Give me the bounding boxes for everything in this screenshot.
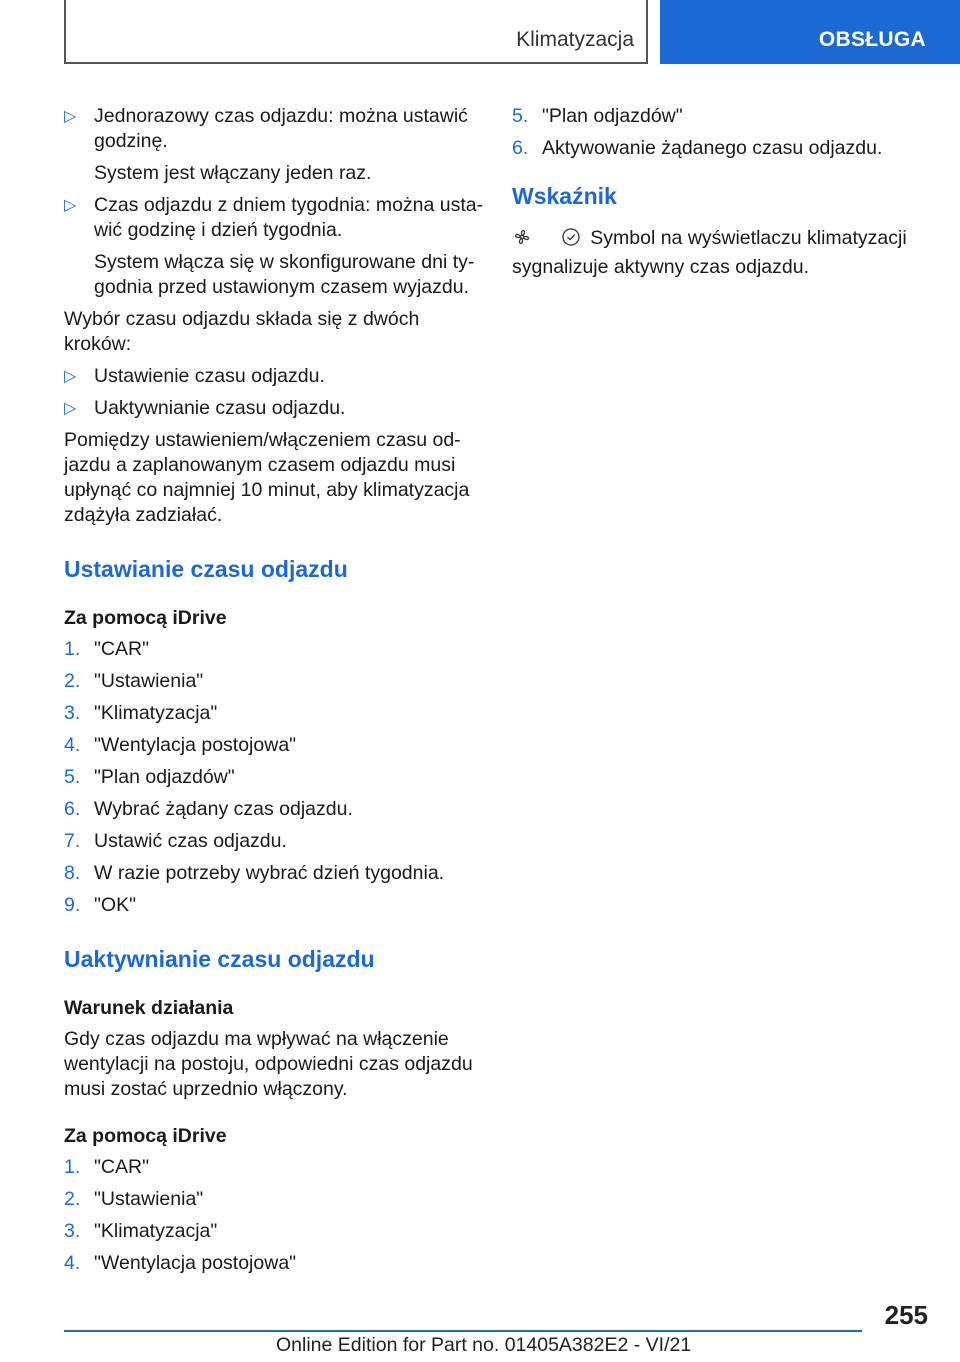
list-item	[64, 1187, 484, 1212]
list-item-number: 8.	[64, 862, 81, 884]
clock-check-icon	[561, 227, 581, 254]
list-item-number: 1.	[64, 638, 81, 660]
list-item-text: "Klimatyzacja"	[94, 702, 218, 724]
edition-text: Online Edition for Part no. 01405A382E2 - VI/21	[276, 1334, 692, 1356]
indicator-description: Symbol na wyświetlaczu klimatyzacji sygnalizuje aktywny czas odjazdu.	[512, 227, 907, 278]
list-item	[64, 1155, 484, 1180]
bullet-item: ▷ Jednorazowy czas odjazdu: można ustawić godzinę.	[64, 105, 468, 152]
list-item-text: "Ustawienia"	[94, 1188, 204, 1210]
triangle-bullet-icon: ▷	[64, 400, 77, 417]
left-column	[64, 104, 484, 1283]
timing-note: Pomiędzy ustawieniem/włączeniem czasu od-jazdu a zaplanowanym czasem odjazdu musi upłynąć co najmniej 10 minut, aby klimatyzacja zdążyła zadziałać.	[64, 429, 470, 526]
list-item-number: 9.	[64, 894, 81, 916]
list-item	[64, 893, 484, 918]
steps-list-activate	[64, 1155, 484, 1276]
list-item-number: 5.	[64, 766, 81, 788]
list-item-number: 6.	[512, 137, 529, 159]
list-item-number: 2.	[64, 670, 81, 692]
section-heading-indicator: Wskaźnik	[512, 183, 617, 209]
condition-text: Gdy czas odjazdu ma wpływać na włączenie wentylacji na postoju, odpowiedni czas odjazdu musi zostać uprzednio włączony.	[64, 1028, 473, 1100]
list-item-text: "CAR"	[94, 638, 150, 660]
header-box	[64, 0, 648, 64]
list-item-number: 5.	[512, 105, 529, 127]
list-item-number: 4.	[64, 1252, 81, 1274]
bullet-item: ▷ Ustawienie czasu odjazdu.	[64, 365, 325, 387]
list-item-text: "Klimatyzacja"	[94, 1220, 218, 1242]
list-item	[64, 669, 484, 694]
section-tab[interactable]	[660, 0, 960, 64]
right-column	[512, 104, 912, 280]
list-item	[64, 701, 484, 726]
list-item-number: 6.	[64, 798, 81, 820]
page-number: 255	[884, 1300, 928, 1330]
list-item-text: Ustawić czas odjazdu.	[94, 830, 287, 852]
list-item	[64, 1251, 484, 1276]
chapter-title: Klimatyzacja	[516, 28, 634, 51]
section-heading-set: Ustawianie czasu odjazdu	[64, 556, 348, 582]
list-item	[64, 1219, 484, 1244]
bullet-item: ▷ Uaktywnianie czasu odjazdu.	[64, 397, 346, 419]
list-item-text: "Wentylacja postojowa"	[94, 1252, 297, 1274]
list-item-number: 1.	[64, 1156, 81, 1178]
list-item	[64, 637, 484, 662]
list-item	[512, 104, 912, 129]
list-item-number: 7.	[64, 830, 81, 852]
list-item-text: Wybrać żądany czas odjazdu.	[94, 798, 353, 820]
section-tab-label: OBSŁUGA	[818, 28, 926, 51]
list-item	[64, 797, 484, 822]
section-heading-activate: Uaktywnianie czasu odjazdu	[64, 946, 375, 972]
triangle-bullet-icon: ▷	[64, 368, 77, 385]
list-item-text: W razie potrzeby wybrać dzień tygodnia.	[94, 862, 445, 884]
subheading-condition: Warunek działania	[64, 997, 234, 1019]
list-item-text: "Ustawienia"	[94, 670, 204, 692]
triangle-bullet-icon: ▷	[64, 197, 77, 214]
footer-divider	[64, 1330, 862, 1332]
steps-intro: Wybór czasu odjazdu składa się z dwóch kroków:	[64, 308, 420, 355]
list-item	[64, 733, 484, 758]
subheading-idrive: Za pomocą iDrive	[64, 607, 227, 629]
list-item-text: "Plan odjazdów"	[542, 105, 683, 127]
steps-list-continued	[512, 104, 912, 161]
list-item	[64, 765, 484, 790]
list-item-text: "OK"	[94, 894, 137, 916]
list-item	[64, 861, 484, 886]
list-item	[512, 136, 912, 161]
bullet-subtext: System jest włączany jeden raz.	[94, 162, 372, 184]
list-item-number: 3.	[64, 1220, 81, 1242]
list-item-number: 2.	[64, 1188, 81, 1210]
steps-list-set	[64, 637, 484, 918]
fan-icon	[512, 227, 532, 254]
triangle-bullet-icon: ▷	[64, 108, 77, 125]
subheading-idrive: Za pomocą iDrive	[64, 1125, 227, 1147]
bullet-item: ▷ Czas odjazdu z dniem tygodnia: można usta-wić godzinę i dzień tygodnia.	[64, 194, 484, 241]
bullet-subtext: System włącza się w skonfigurowane dni ty-godnia przed ustawionym czasem wyjazdu.	[94, 251, 475, 298]
list-item	[64, 829, 484, 854]
list-item-number: 3.	[64, 702, 81, 724]
list-item-text: Aktywowanie żądanego czasu odjazdu.	[542, 137, 883, 159]
list-item-text: "Wentylacja postojowa"	[94, 734, 297, 756]
list-item-number: 4.	[64, 734, 81, 756]
list-item-text: "Plan odjazdów"	[94, 766, 235, 788]
list-item-text: "CAR"	[94, 1156, 150, 1178]
